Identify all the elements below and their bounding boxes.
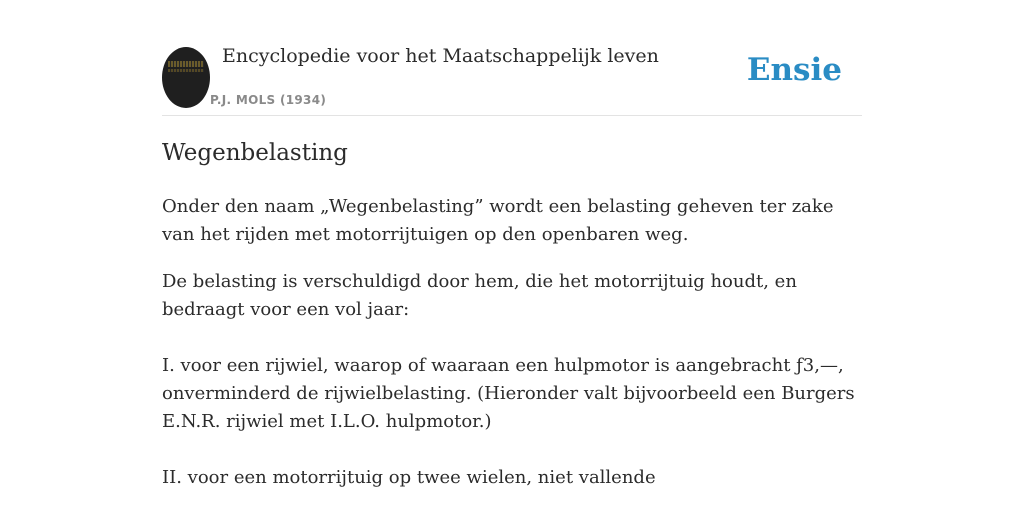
- entry-body: [162, 193, 862, 512]
- entry-paragraph: Onder den naam „Wegenbelasting” wordt een belasting geheven ter zake van het rijden met motorrijtuigen op den openbaren weg.: [162, 196, 834, 245]
- book-author: P.J. MOLS (1934): [210, 93, 327, 107]
- entry-list-item: II. voor een motorrijtuig op twee wielen, niet vallende: [162, 467, 656, 488]
- book-title[interactable]: Encyclopedie voor het Maatschappelijk leven: [222, 45, 659, 67]
- entry-list-item: I. voor een rijwiel, waarop of waaraan een hulpmotor is aangebracht ƒ3,—, onverminderd de rijwielbelasting. (Hieronder valt bijvoorbeeld een Burgers E.N.R. rijwiel met I.L.O. hulpmotor.): [162, 355, 855, 432]
- site-header: [162, 40, 862, 116]
- book-cover-image[interactable]: [162, 47, 210, 108]
- brand-logo-link[interactable]: Ensie: [746, 52, 842, 88]
- cover-lettering-secondary: [168, 69, 204, 72]
- entry-paragraph: De belasting is verschuldigd door hem, die het motorrijtuig houdt, en bedraagt voor een vol jaar:: [162, 271, 797, 320]
- entry-title: Wegenbelasting: [162, 140, 348, 166]
- cover-lettering: [168, 61, 204, 67]
